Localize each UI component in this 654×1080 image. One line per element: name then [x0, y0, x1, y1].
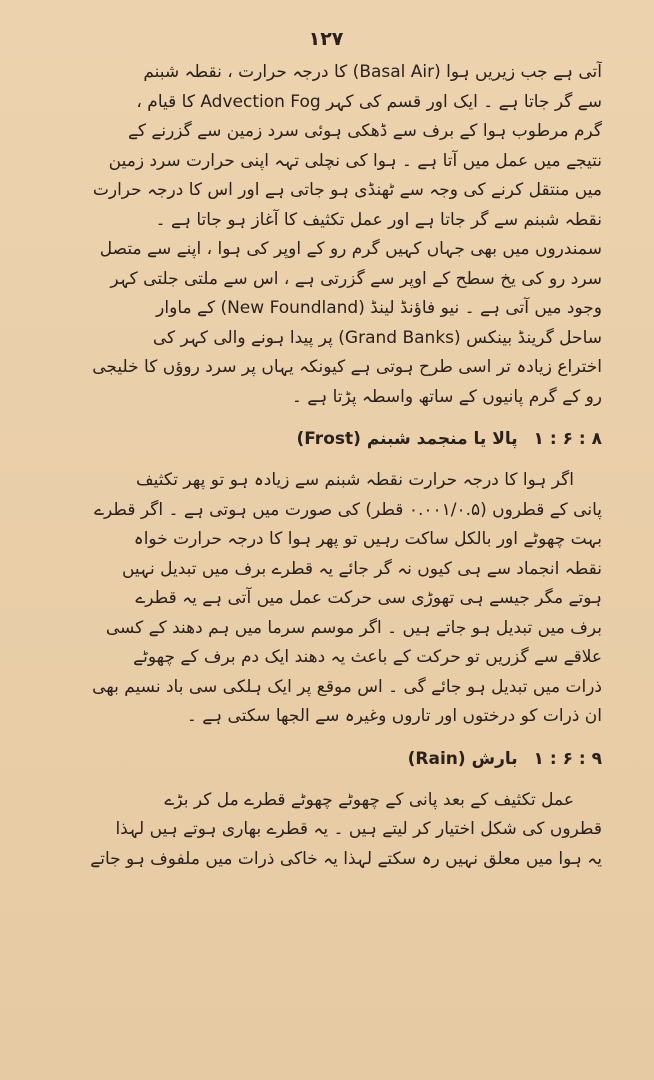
text-line: علاقے سے گزریں تو حرکت کے باعث یہ دھند ایک دم برف کے چھوٹے [133, 647, 602, 667]
section-title: بارش (Rain) [407, 748, 518, 769]
paragraph-rain [50, 786, 602, 875]
text-line: ساحل گرینڈ بینکس (Grand Banks) پر پیدا ہونے والی کہر کی [152, 327, 602, 348]
text-line: اختراع زیادہ تر اسی طرح ہوتی ہے کیونکہ یہاں پر سرد روؤں کا خلیجی [92, 357, 602, 377]
text-line: سمندروں میں بھی جہاں کہیں گرم رو کے اوپر کی ہوا ، اپنے سے متصل [99, 239, 602, 259]
text-line: رو کے گرم پانیوں کے ساتھ واسطہ پڑتا ہے ۔ [291, 386, 602, 407]
text-line: گرم مرطوب ہوا کے برف سے ڈھکی ہوئی سرد زمین سے گزرنے کے [127, 121, 602, 141]
text-line: یہ ہوا میں معلق نہیں رہ سکتے لہذا یہ خاکی ذرات میں ملفوف ہو جاتے [90, 848, 602, 869]
paragraph-frost [50, 466, 602, 732]
page-number: ١٢٧ [308, 28, 344, 50]
text-line: عمل تکثیف کے بعد پانی کے چھوٹے چھوٹے قطرے مل کر بڑے [164, 789, 574, 810]
text-line: پانی کے قطروں (۰.۰۰۱/۰.۵ قطر) کی صورت میں ہوتی ہے ۔ اگر قطرے [94, 499, 602, 520]
text-line: اگر ہوا کا درجہ حرارت نقطہ شبنم سے زیادہ ہو تو پھر تکثیف [136, 470, 574, 490]
text-line: سے گر جاتا ہے ۔ ایک اور قسم کی کہر Advection Fog کا قیام ، [136, 91, 602, 112]
section-number: ۸ : ۶ : ۱ [533, 429, 602, 449]
text-line: نتیجے میں عمل میں آتا ہے ۔ ہوا کی نچلی تہہ اپنی حرارت سرد زمین [108, 150, 602, 171]
paragraph-advection-fog [50, 58, 602, 412]
text-line: وجود میں آتی ہے ۔ نیو فاؤنڈ لینڈ (New Foundland) کے ماوار [156, 298, 602, 318]
text-line: بہت چھوٹے اور بالکل ساکت رہیں تو پھر ہوا کا درجہ حرارت خواہ [133, 529, 602, 549]
text-line: سرد رو کی یخ سطح کے اوپر سے گزرتی ہے ، اس سے ملتی جلتی کہر [110, 268, 602, 289]
text-line: برف میں تبدیل ہو جاتے ہیں ۔ اگر موسم سرما میں ہم دھند کے کسی [105, 617, 602, 638]
section-heading-rain [50, 744, 602, 774]
text-line: میں منتقل کرنے کی وجہ سے ٹھنڈی ہو جاتی ہے اور اس کا درجہ حرارت [92, 180, 602, 200]
section-title: پالا یا منجمد شبنم (Frost) [296, 429, 518, 449]
text-line: آتی ہے جب زیریں ہوا (Basal Air) کا درجہ حرارت ، نقطہ شبنم [143, 62, 602, 82]
text-line: ذرات میں تبدیل ہو جائے گی ۔ اس موقع پر ایک ہلکی سی باد نسیم بھی [92, 676, 602, 697]
text-line: ہوتے مگر جیسے ہی تھوڑی سی حرکت عمل میں آتی ہے یہ قطرے [135, 588, 602, 608]
text-line: قطروں کی شکل اختیار کر لیتے ہیں ۔ یہ قطرے بھاری ہوتے ہیں لہذا [115, 819, 602, 839]
text-line: نقطہ شبنم سے گر جاتا ہے اور عمل تکثیف کا آغاز ہو جاتا ہے ۔ [155, 209, 602, 230]
text-line: ان ذرات کو درختوں اور تاروں وغیرہ سے الجھا سکتی ہے ۔ [186, 706, 602, 726]
section-number: ۹ : ۶ : ۱ [533, 748, 602, 769]
section-heading-frost [50, 424, 602, 454]
text-line: نقطہ انجماد سے ہی کیوں نہ گر جائے یہ قطرے برف میں تبدیل نہیں [121, 558, 602, 579]
